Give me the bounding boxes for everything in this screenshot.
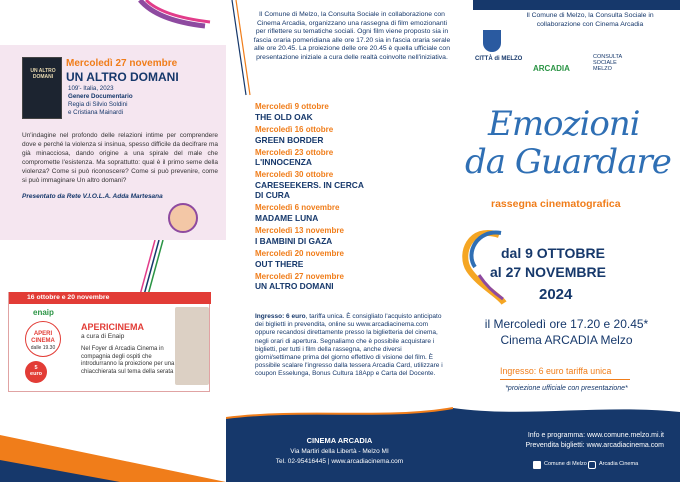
featured-description: Un'indagine nel profondo delle relazioni intime per comprendere dove e perché la violenza si insinua, spesso difficile da decifrare ma già minacciosa, dando origine a una spirale del male che compromette l'esistenza. Ma soprattutto: qual è il primo seme della violenza? Come si può riconoscere? Come si può prevenire, come si può immaginare Un altro domani? bbox=[22, 132, 218, 184]
melzo-crest-icon bbox=[483, 30, 501, 52]
venue: Cinema ARCADIA Melzo bbox=[500, 333, 633, 347]
film-title: L'INNOCENZA bbox=[255, 157, 312, 168]
badge-line1: APERI bbox=[33, 331, 53, 337]
featured-presenter: Presentato da Rete V.I.O.L.A. Adda Martesana bbox=[22, 193, 163, 200]
apericinema-description: Nel Foyer di Arcadia Cinema in compagnia degli ospiti che introdurranno la proiezione per una chiacchierata sul tema della serata bbox=[81, 346, 175, 375]
title-line-2: da Guardare bbox=[465, 142, 671, 182]
foyer-photo bbox=[175, 307, 209, 385]
panel-right bbox=[453, 0, 680, 482]
film-item bbox=[255, 249, 445, 269]
film-title: CARESEEKERS. IN CERCA DI CURA bbox=[255, 180, 364, 201]
apericinema-curator: a cura di Enaip bbox=[81, 333, 125, 340]
info-footer bbox=[453, 402, 680, 482]
badge-line3: dalle 19.30 bbox=[30, 345, 56, 351]
price-value: 5 bbox=[34, 365, 38, 371]
instagram-label[interactable]: Arcadia Cinema bbox=[599, 461, 639, 467]
film-date: Mercoledì 13 novembre bbox=[255, 225, 344, 235]
film-title: THE OLD OAK bbox=[255, 111, 313, 122]
meta-line: Genere Documentario bbox=[68, 93, 133, 100]
film-item bbox=[255, 102, 445, 122]
film-date: Mercoledì 23 ottobre bbox=[255, 147, 334, 157]
official-note: *proiezione ufficiale con presentazione* bbox=[505, 385, 628, 392]
cinema-name: CINEMA ARCADIA bbox=[306, 436, 373, 445]
cinema-address: Via Martiri della Libertà - Melzo MI bbox=[290, 448, 389, 455]
featured-title: UN ALTRO DOMANI bbox=[66, 70, 179, 84]
film-date: Mercoledì 27 novembre bbox=[255, 271, 344, 281]
instagram-icon[interactable] bbox=[588, 461, 596, 469]
ticket-price: Ingresso: 6 euro bbox=[255, 313, 306, 320]
top-bar bbox=[473, 0, 680, 10]
film-date: Mercoledì 6 novembre bbox=[255, 203, 340, 213]
ticket-info bbox=[255, 313, 445, 379]
title-line-1: Emozioni bbox=[488, 104, 640, 144]
film-item bbox=[255, 226, 445, 246]
film-item bbox=[255, 170, 445, 200]
film-item bbox=[255, 125, 445, 145]
date-to: al 27 NOVEMBRE bbox=[490, 264, 606, 280]
featured-meta bbox=[68, 85, 208, 117]
year: 2024 bbox=[539, 286, 573, 303]
footer-wave bbox=[226, 402, 453, 432]
cinema-footer bbox=[226, 402, 453, 482]
ticket-details: , tariffa unica. È consigliato l'acquisto anticipato dei biglietti in prevendita, online su www.arcadiacinema.com oppure recandosi direttamente presso la biglietteria del cinema, negli orari di apertura. Segnaliamo che è possibile acquistare i biglietti, per tutti i film della rassegna, anche diversi giorni/settimane prima del giorno effettivo di visione del film. È possibile scalare l'ingresso dalla tessera Arcadia Card, utilizzare i coupon Esselunga, Bonus Cultura 18App e Carta del Docente. bbox=[255, 313, 443, 378]
showtimes: il Mercoledì ore 17.20 e 20.45* bbox=[484, 317, 649, 331]
film-title: OUT THERE bbox=[255, 258, 304, 269]
film-title: I BAMBINI DI GAZA bbox=[255, 235, 333, 246]
subtitle: rassegna cinematografica bbox=[491, 198, 621, 210]
organizers-header: Il Comune di Melzo, la Consulta Sociale in collaborazione con Cinema Arcadia bbox=[526, 12, 654, 28]
poster-title: UN ALTRO DOMANI bbox=[30, 68, 56, 80]
price-unit: euro bbox=[30, 371, 42, 377]
cinema-contacts: Tel. 02-95416445 | www.arcadiacinema.com bbox=[275, 458, 404, 465]
featured-film-section bbox=[0, 45, 226, 240]
film-item bbox=[255, 272, 445, 292]
decorative-lines bbox=[130, 240, 170, 300]
apericinema-badge bbox=[25, 321, 61, 357]
arcadia-logo: ARCADIA bbox=[533, 64, 570, 73]
facebook-icon[interactable] bbox=[533, 461, 541, 469]
film-date: Mercoledì 16 ottobre bbox=[255, 124, 334, 134]
film-date: Mercoledì 30 ottobre bbox=[255, 170, 334, 180]
film-date: Mercoledì 9 ottobre bbox=[255, 102, 329, 111]
film-poster bbox=[22, 57, 62, 119]
viola-logo-icon bbox=[168, 203, 198, 233]
panel-left bbox=[0, 0, 226, 482]
footer-wave bbox=[453, 402, 680, 432]
enaip-logo: enaip bbox=[33, 308, 54, 317]
facebook-label[interactable]: Comune di Melzo bbox=[544, 461, 587, 467]
badge-line2: CINEMA bbox=[31, 338, 55, 344]
film-title: UN ALTRO DOMANI bbox=[255, 281, 334, 292]
film-item bbox=[255, 148, 445, 168]
film-title: GREEN BORDER bbox=[255, 134, 324, 145]
film-date: Mercoledì 20 novembre bbox=[255, 248, 344, 258]
info-link[interactable]: Info e programma: www.comune.melzo.mi.it bbox=[527, 432, 664, 439]
decorative-ribbon-top bbox=[0, 0, 226, 36]
meta-line: Regia di Silvio Soldini bbox=[68, 101, 128, 108]
apericinema-price bbox=[25, 361, 47, 383]
apericinema-box bbox=[8, 292, 210, 392]
tickets-link[interactable]: Prevendita biglietti: www.arcadiacinema.com bbox=[525, 442, 664, 449]
film-item bbox=[255, 203, 445, 223]
meta-line: 109'- Italia, 2023 bbox=[68, 85, 114, 92]
apericinema-dates-bar bbox=[9, 292, 211, 304]
apericinema-dates: 16 ottobre e 20 novembre bbox=[27, 294, 110, 301]
entry-price: Ingresso: 6 euro tariffa unica bbox=[500, 366, 612, 376]
date-from: dal 9 OTTOBRE bbox=[501, 245, 605, 261]
consulta-logo: CONSULTA SOCIALE MELZO bbox=[593, 54, 622, 72]
film-schedule bbox=[255, 102, 445, 294]
citta-melzo-label: CITTÀ di MELZO bbox=[475, 56, 523, 62]
decorative-bottom-shapes bbox=[0, 400, 226, 482]
film-title: MADAME LUNA bbox=[255, 212, 319, 223]
intro-text: Il Comune di Melzo, la Consulta Sociale in collaborazione con Cinema Arcadia, organizzano una rassegna di film emozionanti per riflettere su tematiche sociali. Ogni film viene proposto sia in fascia oraria pomeridiana alle ore 17.20 sia in fascia oraria serale alle ore 20.45. La proiezione delle ore 20.45 è quella ufficiale con presentazione iniziale a cura delle realtà coinvolte nell'iniziativa. bbox=[253, 11, 451, 61]
panel-middle bbox=[226, 0, 453, 482]
entry-underline bbox=[500, 379, 630, 380]
apericinema-title: APERICINEMA bbox=[81, 322, 145, 332]
meta-line: e Cristiana Mainardi bbox=[68, 109, 124, 116]
featured-date: Mercoledì 27 novembre bbox=[66, 58, 178, 69]
